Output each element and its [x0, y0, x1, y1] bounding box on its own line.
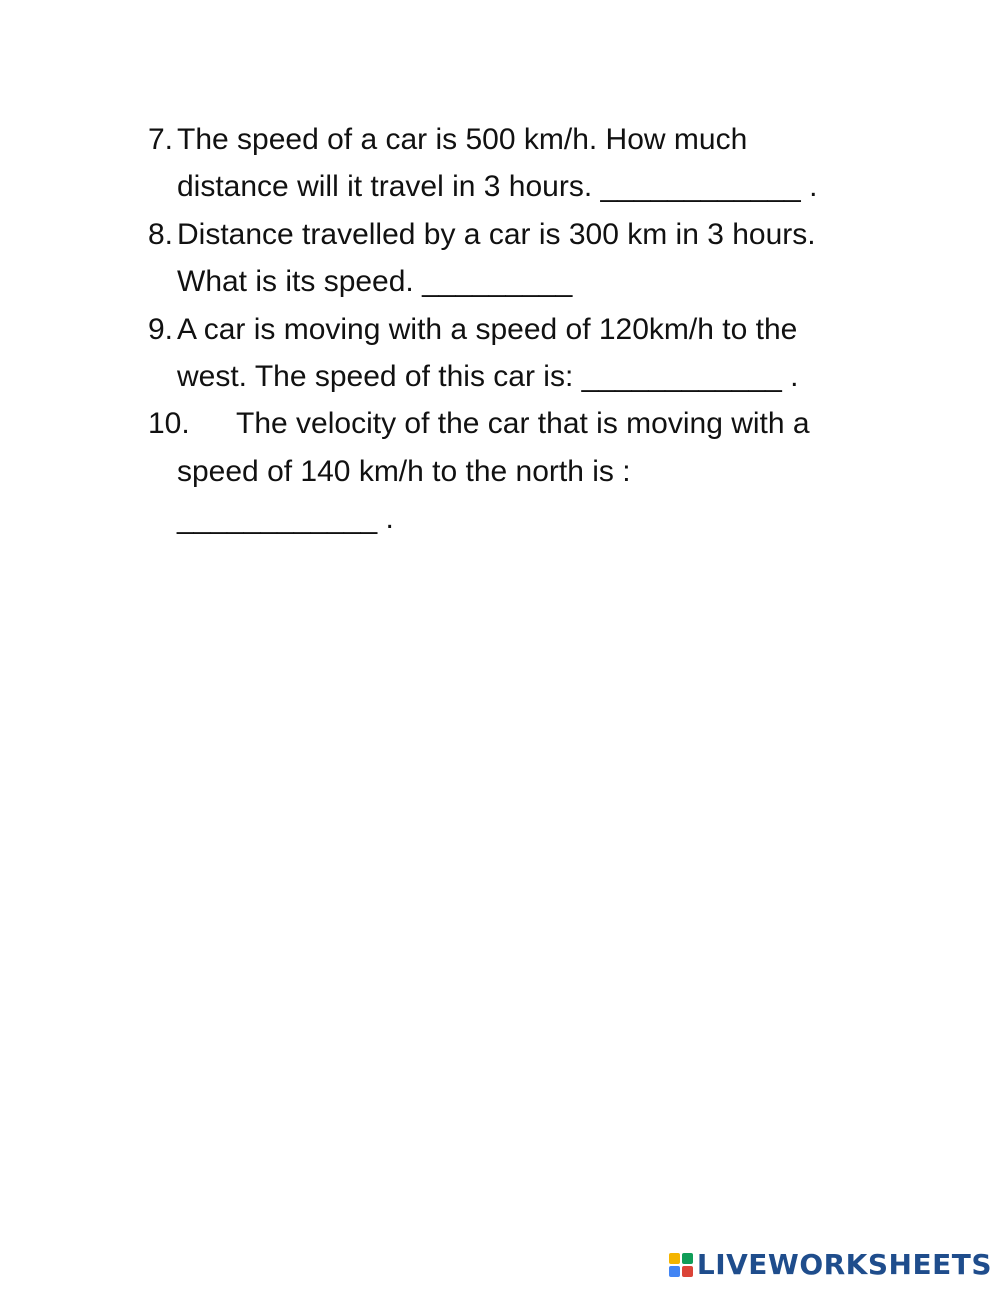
question-7: [148, 116, 908, 211]
logo-mark-icon: [669, 1253, 693, 1277]
logo-text: LIVEWORKSHEETS: [696, 1248, 992, 1281]
logo-square: [682, 1253, 693, 1264]
question-text-line: west. The speed of this car is: ____________ .: [177, 360, 799, 394]
question-text-line: distance will it travel in 3 hours. ____________ .: [177, 170, 818, 204]
logo-square: [669, 1253, 680, 1264]
question-number: 8.: [148, 217, 174, 251]
logo-square: [669, 1266, 680, 1277]
question-10: [148, 400, 908, 542]
question-text-line: Distance travelled by a car is 300 km in 3 hours.: [177, 217, 816, 251]
question-number: 7.: [148, 123, 174, 156]
logo-square: [682, 1266, 693, 1277]
question-text-line: The velocity of the car that is moving with a: [236, 407, 810, 441]
question-text-line: A car is moving with a speed of 120km/h to the: [177, 312, 798, 346]
question-text-line: ____________ .: [177, 502, 394, 536]
question-8: [148, 211, 908, 306]
question-list: [148, 116, 908, 543]
question-number: 9.: [148, 312, 174, 346]
question-text-line: speed of 140 km/h to the north is :: [177, 454, 631, 488]
question-9: [148, 306, 908, 401]
question-number: 10.: [148, 407, 190, 441]
question-text-line: What is its speed. _________: [177, 265, 573, 299]
question-text-line: The speed of a car is 500 km/h. How much: [177, 123, 748, 156]
liveworksheets-logo: [669, 1248, 992, 1281]
